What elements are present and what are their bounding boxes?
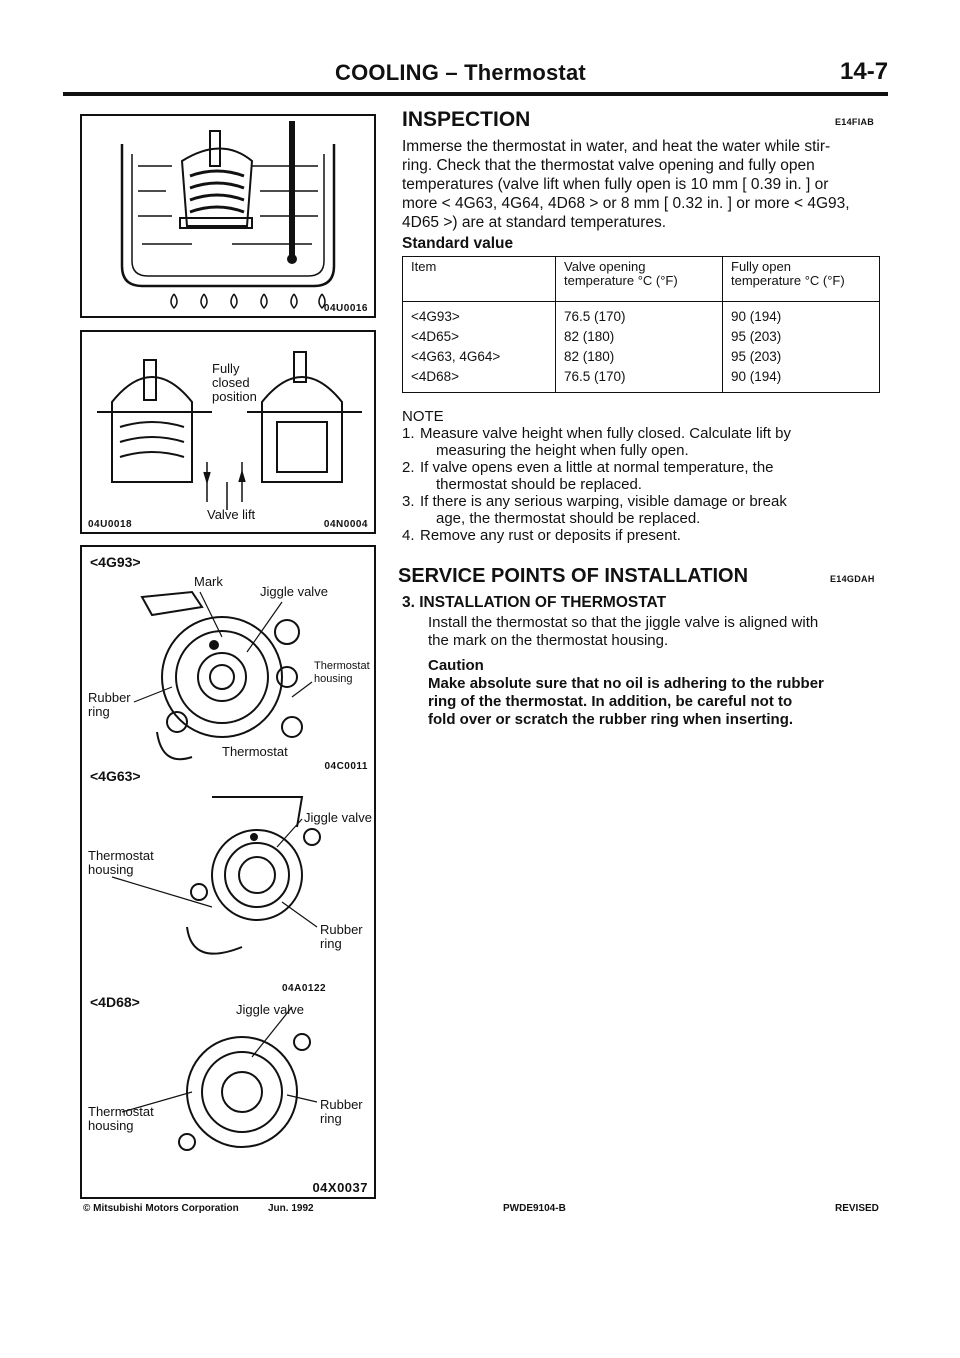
section-heading-inspection: INSPECTION [402, 108, 531, 131]
footer-copyright: © Mitsubishi Motors Corporation [83, 1203, 239, 1214]
variant-title-4g93: <4G93> [90, 554, 141, 570]
list-item [402, 425, 892, 459]
list-item [402, 527, 892, 544]
label-jiggle-valve: Jiggle valve [236, 1002, 304, 1017]
list-item [402, 459, 892, 493]
reference-code: E14GDAH [830, 574, 875, 584]
footer-date: Jun. 1992 [268, 1203, 314, 1214]
label-jiggle-valve: Jiggle valve [260, 584, 328, 599]
label-thermostat: Thermostat [222, 744, 288, 759]
note-title: NOTE [402, 408, 444, 425]
figure-code-right: 04N0004 [323, 519, 368, 530]
paragraph-line: the mark on the thermostat housing. [428, 632, 669, 649]
label-thermostat-housing-line1: Thermostat [314, 660, 370, 672]
note-line: Remove any rust or deposits if present. [420, 527, 681, 544]
table-cell-items: <4G93> <4D65> <4G63, 4G64> <4D68> [403, 302, 556, 393]
label-ring: ring [88, 704, 110, 719]
paragraph-line: ring. Check that the thermostat valve opening and fully open [402, 157, 815, 174]
page-number: 14-7 [840, 58, 889, 85]
note-number: 2. [402, 459, 415, 476]
list-item [402, 493, 892, 527]
label-rubber: Rubber [320, 1097, 363, 1112]
paragraph-line: Make absolute sure that no oil is adhering to the rubber [428, 675, 824, 692]
inspection-paragraph [402, 137, 892, 232]
paragraph-line: temperatures (valve lift when fully open is 10 mm [ 0.39 in. ] or [402, 176, 829, 193]
label-thermostat-housing-line2: housing [88, 1118, 134, 1133]
installation-paragraph [428, 614, 888, 650]
variant-title-4d68: <4D68> [90, 994, 140, 1010]
column-header-item: Item [403, 257, 556, 302]
note-line: age, the thermostat should be replaced. [436, 510, 701, 527]
figure-valve-lift [80, 330, 376, 534]
paragraph-line: Immerse the thermostat in water, and heat the water while stir- [402, 138, 831, 155]
paragraph-line: ring of the thermostat. In addition, be careful not to [428, 693, 793, 710]
label-mark: Mark [194, 574, 223, 589]
table-cell-fully-open: 90 (194) 95 (203) 95 (203) 90 (194) [723, 302, 880, 393]
paragraph-line: fold over or scratch the rubber ring when inserting. [428, 711, 794, 728]
footer-status: REVISED [835, 1203, 879, 1214]
figure-thermostat-in-water [80, 114, 376, 318]
label-fully: Fully [212, 361, 240, 376]
paragraph-line: 4D65 >) are at standard temperatures. [402, 214, 667, 231]
figure-code: 04X0037 [312, 1180, 368, 1195]
label-position: position [212, 389, 257, 404]
subsection-heading: 3. INSTALLATION OF THERMOSTAT [402, 594, 667, 611]
figure-code: 04A0122 [282, 983, 327, 994]
figure-code: 04U0016 [323, 303, 368, 314]
note-number: 1. [402, 425, 415, 442]
header-rule [63, 92, 888, 96]
page-header-title: COOLING – Thermostat [335, 60, 586, 85]
label-valve-lift: Valve lift [207, 507, 256, 522]
note-line: Measure valve height when fully closed. Calculate lift by [420, 425, 792, 442]
standard-value-label: Standard value [402, 235, 514, 252]
variant-title-4g63: <4G63> [90, 768, 141, 784]
label-thermostat-housing-line2: housing [88, 862, 134, 877]
figure-code: 04C0011 [324, 761, 368, 772]
label-thermostat-housing-line1: Thermostat [88, 848, 154, 863]
caution-title: Caution [428, 657, 484, 674]
label-closed: closed [212, 375, 250, 390]
table-row [403, 302, 880, 393]
column-header-fully-open: Fully open temperature °C (°F) [723, 257, 880, 302]
note-line: If there is any serious warping, visible damage or break [420, 493, 787, 510]
label-ring: ring [320, 936, 342, 951]
label-jiggle-valve: Jiggle valve [304, 810, 372, 825]
column-header-valve-opening: Valve opening temperature °C (°F) [556, 257, 723, 302]
label-thermostat-housing-line2: housing [314, 673, 353, 685]
water-bath-illustration [82, 116, 374, 316]
section-heading-service-points: SERVICE POINTS OF INSTALLATION [398, 565, 749, 587]
caution-paragraph [428, 675, 888, 729]
standard-value-table [402, 256, 880, 393]
paragraph-line: more < 4G63, 4G64, 4D68 > or 8 mm [ 0.32 in. ] or more < 4G93, [402, 195, 850, 212]
reference-code: E14FIAB [835, 117, 875, 127]
note-number: 3. [402, 493, 415, 510]
figure-engine-variants [80, 545, 376, 1199]
paragraph-line: Install the thermostat so that the jiggle valve is aligned with [428, 614, 819, 631]
table-header-row [403, 257, 880, 302]
note-line: thermostat should be replaced. [436, 476, 642, 493]
label-rubber: Rubber [88, 690, 131, 705]
label-thermostat-housing-line1: Thermostat [88, 1104, 154, 1119]
footer-document-code: PWDE9104-B [503, 1203, 566, 1214]
note-list [402, 425, 892, 544]
note-line: If valve opens even a little at normal temperature, the [420, 459, 774, 476]
table-cell-valve-opening: 76.5 (170) 82 (180) 82 (180) 76.5 (170) [556, 302, 723, 393]
figure-code-left: 04U0018 [88, 519, 133, 530]
note-number: 4. [402, 527, 415, 544]
label-ring: ring [320, 1111, 342, 1126]
label-rubber: Rubber [320, 922, 363, 937]
note-line: measuring the height when fully open. [436, 442, 689, 459]
